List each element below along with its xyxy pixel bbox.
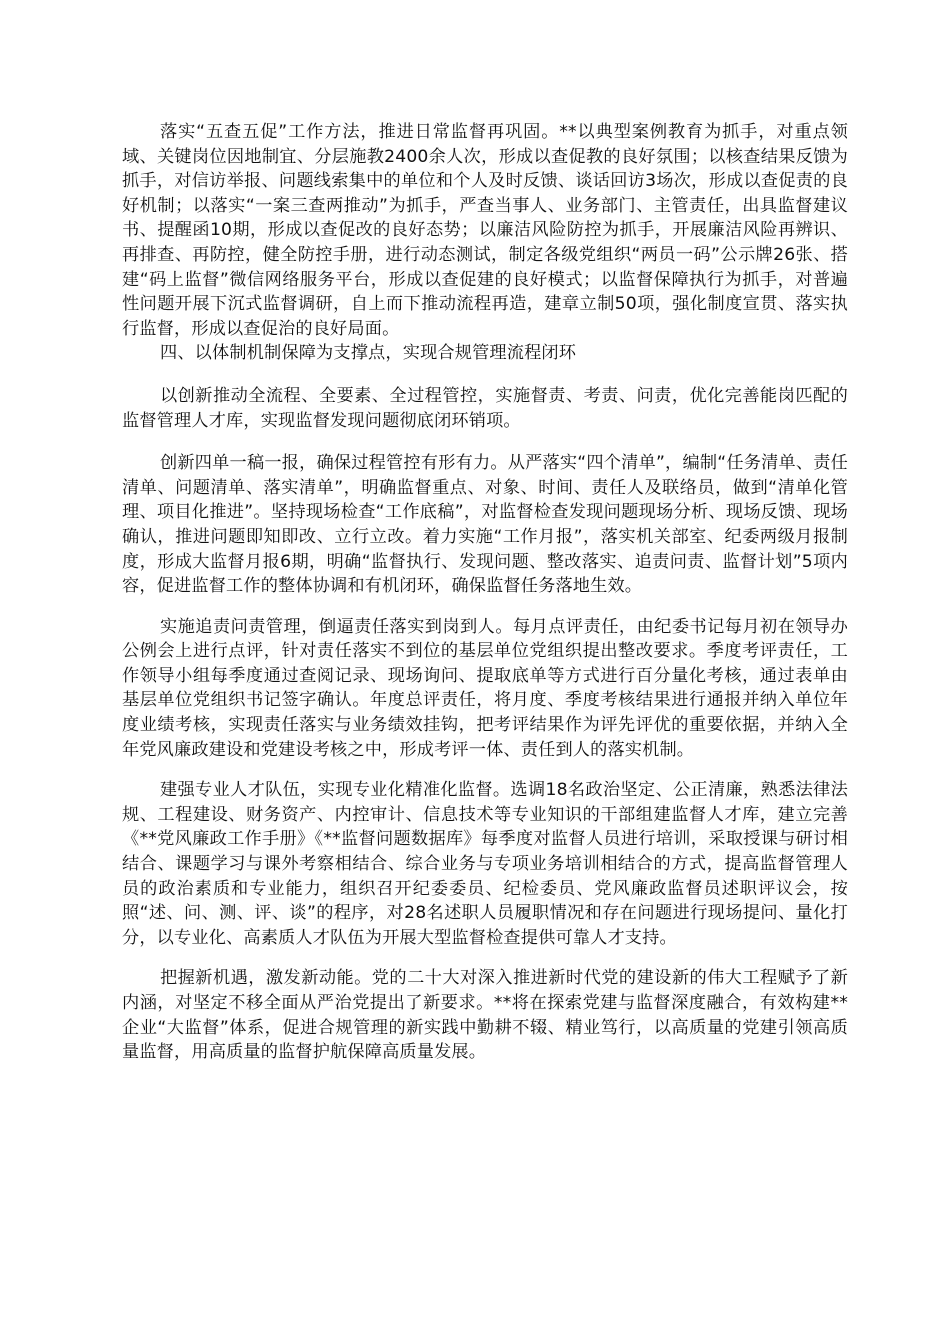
paragraph-talent-team: 建强专业人才队伍，实现专业化精准化监督。选调18名政治坚定、公正清廉，熟悉法律法规、工程建设、财务资产、内控审计、信息技术等专业知识的干部组建监督人才库，建立完善《**党风廉政工作手册》《**监督问题数据库》每季度对监督人员进行培训，采取授课与研讨相结合、课题学习与课外考察相结合、综合业务与专项业务培训相结合的方式，提高监督管理人员的政治素质和专业能力，组织召开纪委委员、纪检委员、党风廉政监督员述职评议会，按照“述、问、测、评、谈”的程序，对28名述职人员履职情况和存在问题进行现场提问、量化打分，以专业化、高素质人才队伍为开展大型监督检查提供可靠人才支持。 — [122, 780, 848, 948]
paragraph-five-checks: 落实“五查五促”工作方法，推进日常监督再巩固。**以典型案例教育为抓手，对重点领域、关键岗位因地制宜、分层施教2400余人次，形成以查促教的良好氛围；以核查结果反馈为抓手，对信访举报、问题线索集中的单位和个人及时反馈、谈话回访3场次，形成以查促责的良好机制；以落实“一案三查两推动”为抓手，严查当事人、业务部门、主管责任，出具监督建议书、提醒函10期，形成以查促改的良好态势；以廉洁风险防控为抓手，开展廉洁风险再辨识、再排查、再防控，健全防控手册，进行动态测试，制定各级党组织“两员一码”公示牌26张、搭建“码上监督”微信网络服务平台，形成以查促建的良好模式；以监督保障执行为抓手，对普遍性问题开展下沉式监督调研，自上而下推动流程再造，建章立制50项，强化制度宣贯、落实执行监督，形成以查促治的良好局面。 — [122, 122, 848, 339]
paragraph-innovation-overview: 以创新推动全流程、全要素、全过程管控，实施督责、考责、问责，优化完善能岗匹配的监督管理人才库，实现监督发现问题彻底闭环销项。 — [122, 385, 848, 431]
paragraph-new-opportunities: 把握新机遇，激发新动能。党的二十大对深入推进新时代党的建设新的伟大工程赋予了新内涵，对坚定不移全面从严治党提出了新要求。**将在探索党建与监督深度融合，有效构建**企业“大监督”体系，促进合规管理的新实践中勤耕不辍、精业笃行，以高质量的党建引领高质量监督，用高质量的监督护航保障高质量发展。 — [122, 968, 848, 1063]
paragraph-four-lists: 创新四单一稿一报，确保过程管控有形有力。从严落实“四个清单”，编制“任务清单、责任清单、问题清单、落实清单”，明确监督重点、对象、时间、责任人及联络员，做到“清单化管理、项目化推进”。坚持现场检查“工作底稿”，对监督检查发现问题现场分析、现场反馈、现场确认，推进问题即知即改、立行立改。着力实施“工作月报”，落实机关部室、纪委两级月报制度，形成大监督月报6期，明确“监督执行、发现问题、整改落实、追责问责、监督计划”5项内容，促进监督工作的整体协调和有机闭环，确保监督任务落地生效。 — [122, 453, 848, 597]
section-heading-four: 四、以体制机制保障为支撑点，实现合规管理流程闭环 — [160, 343, 577, 364]
document-page — [122, 120, 848, 1065]
paragraph-accountability: 实施追责问责管理，倒逼责任落实到岗到人。每月点评责任，由纪委书记每月初在领导办公例会上进行点评，针对责任落实不到位的基层单位党组织提出整改要求。季度考评责任，工作领导小组每季度通过查阅记录、现场询问、提取底单等方式进行百分量化考核，通过表单由基层单位党组织书记签字确认。年度总评责任，将月度、季度考核结果进行通报并纳入单位年度业绩考核，实现责任落实与业务绩效挂钩，把考评结果作为评先评优的重要依据，并纳入全年党风廉政建设和党建设考核之中，形成考评一体、责任到人的落实机制。 — [122, 616, 848, 760]
